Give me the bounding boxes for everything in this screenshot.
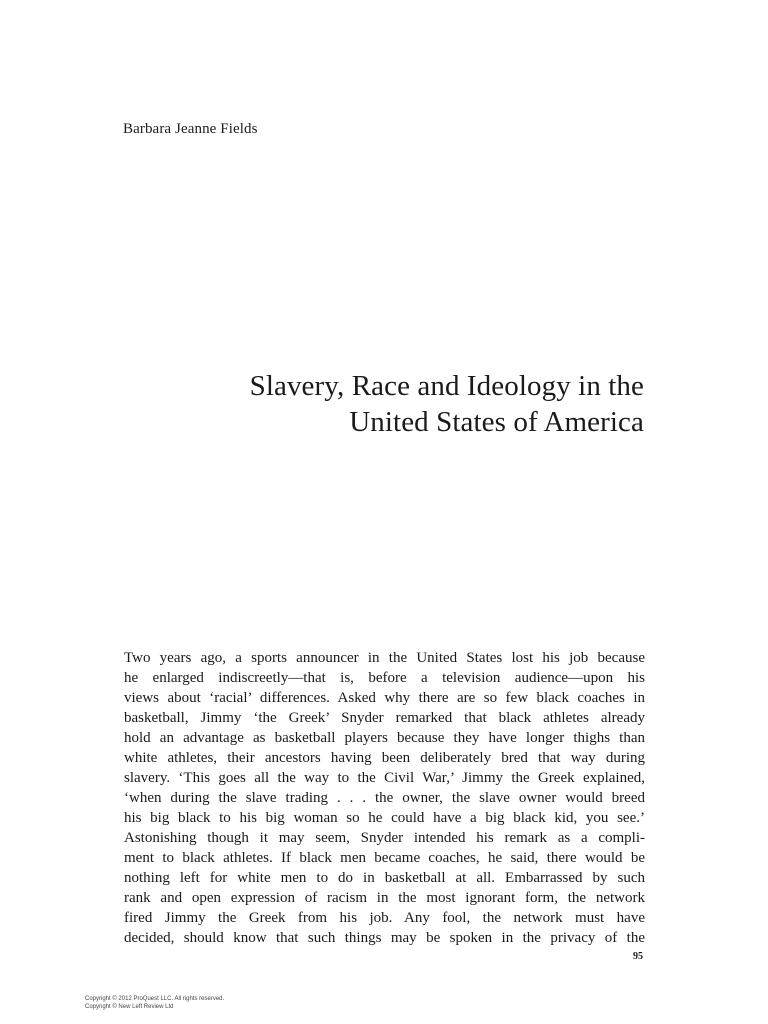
body-paragraph: [124, 648, 645, 948]
page-number: 95: [633, 951, 643, 962]
body-line: hold an advantage as basketball players because they have longer thighs than: [124, 730, 645, 746]
body-line: decided, should know that such things may be spoken in the privacy of the: [124, 930, 645, 946]
body-line: rank and open expression of racism in the most ignorant form, the network: [124, 890, 645, 906]
article-title: [250, 368, 644, 440]
body-line: white athletes, their ancestors having been deliberately bred that way during: [124, 750, 645, 766]
body-line: ment to black athletes. If black men became coaches, he said, there would be: [124, 850, 645, 866]
body-line: Astonishing though it may seem, Snyder intended his remark as a compli-: [124, 830, 645, 846]
copyright-line-2: Copyright © New Left Review Ltd: [85, 1004, 174, 1010]
copyright-notice: [85, 995, 224, 1011]
body-line: fired Jimmy the Greek from his job. Any fool, the network must have: [124, 910, 645, 926]
body-line: views about ‘racial’ differences. Asked why there are so few black coaches in: [124, 690, 645, 706]
body-line: Two years ago, a sports announcer in the United States lost his job because: [124, 650, 645, 666]
body-line: basketball, Jimmy ‘the Greek’ Snyder remarked that black athletes already: [124, 710, 645, 726]
author-name: Barbara Jeanne Fields: [123, 121, 258, 137]
body-line: his big black to his big woman so he could have a big black kid, you see.’: [124, 810, 645, 826]
body-line: ‘when during the slave trading . . . the owner, the slave owner would breed: [124, 790, 645, 806]
title-line-1: Slavery, Race and Ideology in the: [249, 370, 644, 402]
body-line: he enlarged indiscreetly—that is, before a television audience—upon his: [124, 670, 645, 686]
body-line: nothing left for white men to do in basketball at all. Embarrassed by such: [124, 870, 645, 886]
title-line-2: United States of America: [349, 406, 644, 438]
copyright-line-1: Copyright © 2012 ProQuest LLC. All rights reserved.: [85, 996, 225, 1002]
body-line: slavery. ‘This goes all the way to the Civil War,’ Jimmy the Greek explained,: [124, 770, 645, 786]
